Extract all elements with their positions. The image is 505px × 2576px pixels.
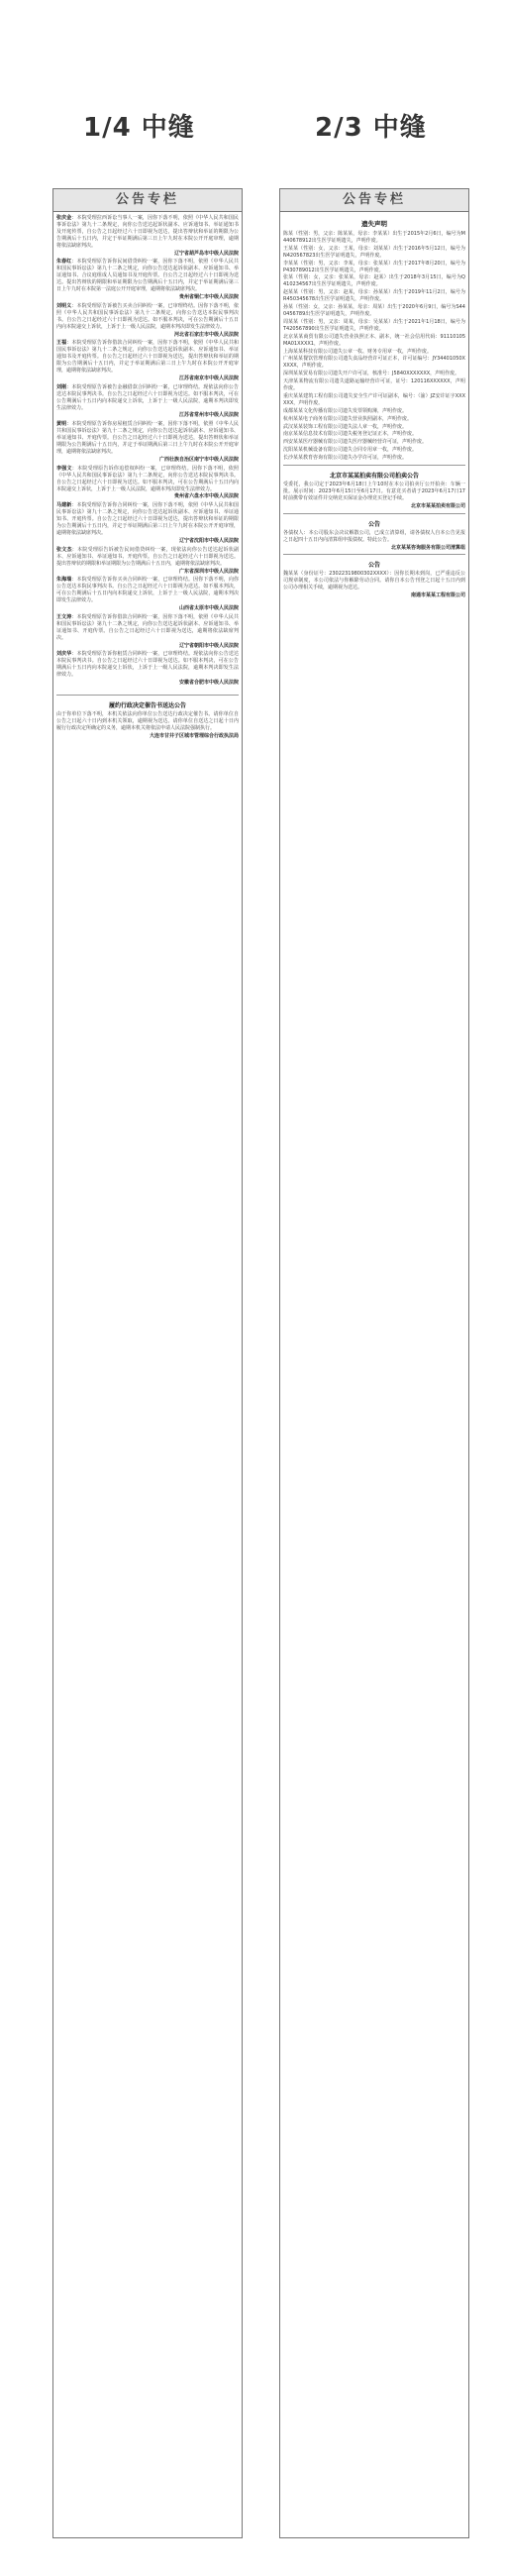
notice-issuer: 河北省石家庄市中级人民法院 [173,331,239,338]
loss-notice: 深圳某某贸易有限公司遗失开户许可证，核准号：J5840XXXXXXX，声明作废。 [283,371,460,377]
loss-notice: 赵某某（性别：男，父亲：赵某，母亲：孙某某）出生于2019年11月2日，编号为R450345678出生医学证明遗失，声明作废。 [283,289,465,303]
loss-notice: 李某某（性别：男，父亲：李某，母亲：张某某）出生于2017年8月20日，编号为P430789012出生医学证明遗失，声明作废。 [283,260,465,273]
loss-notice-list [283,231,465,462]
notice3-text: 魏某某（身份证号：23022319800302XXXX）：因你长期未到岗，已严重违反公司规章制度，本公司依法与你解除劳动合同。请你自本公告刊登之日起十五日内到公司办理相关手续，逾期视为送达。 [283,571,465,591]
left-column-header: 公告专栏 [53,189,242,212]
footer-title: 履约行政决定催告书送达公告 [108,702,186,709]
court-notice [56,259,239,300]
notice-addressee: 马建新 [56,502,72,509]
loss-notice: 成都某某文化传播有限公司遗失发票领购簿，声明作废。 [283,407,408,414]
loss-notice: 天津某某物流有限公司遗失道路运输经营许可证，证号：120116XXXXXX，声明作废。 [283,378,465,392]
left-footer-block [53,689,242,740]
notice-text: ：本院受理原告诉你借款合同纠纷一案，因你下落不明，依照《中华人民共和国民事诉讼法》第九十二条之规定，向你公告送达起诉状副本、应诉通知书、举证通知书、开庭传票。自公告之日起经过六十日即视为送达，逾期将依法缺席判决。 [56,613,239,641]
auction-title: 北京市某某拍卖有限公司拍卖公告 [329,473,419,481]
loss-notice: 北京某某商贸有限公司遗失营业执照正本、副本，统一社会信用代码：91110105MA01XXXX1，声明作废。 [283,333,465,347]
loss-notice: 陈某（性别：男，父亲：陈某某，母亲：李某某）出生于2015年2月6日，编号为M440678912出生医学证明遗失，声明作废。 [283,231,465,244]
notice-text: ：本院受理原告诉被告民间借贷纠纷一案，现依法向你公告送达起诉状副本、应诉通知书、举证通知书、开庭传票。自公告之日起经过六十日即视为送达。提出答辩状的期限和举证期限为公告期满后十五日内，逾期将依法缺席判决。 [56,546,239,567]
notice-issuer: 江苏省南京市中级人民法院 [178,375,239,381]
notice-issuer: 江苏省常州市中级人民法院 [178,412,239,419]
notice-text: ：本院受理原告诉你合同纠纷一案，因你下落不明，依照《中华人民共和国民事诉讼法》第九十二条之规定，向你公告送达起诉状副本、应诉通知书、举证通知书、开庭传票。自公告之日起经过六十日即视为送达，提出答辩状和举证的期限为公告期满后十五日内，并定于举证期满后第三日上午九时在本院公开开庭审理，逾期将依法缺席判决。 [56,502,239,536]
notice-addressee: 张文杰 [56,546,72,553]
notice-issuer: 广西壮族自治区南宁市中级人民法院 [158,456,239,463]
left-column-body [53,212,242,687]
left-fold-label: 1/4 中缝 [83,113,195,143]
court-notice [56,547,239,576]
notice-addressee: 张庆金 [56,215,72,221]
loss-notice: 重庆某某建筑工程有限公司遗失安全生产许可证副本，编号：（渝）JZ安许证字XXXXXX，声明作废。 [283,392,465,406]
notice-text: ：本院受理原告诉被告金融借款合同纠纷一案，已审理终结。现依法向你公告送达本院民事判决书。自公告之日起经过六十日即视为送达。如不服本判决，可在公告期满后十五日内向本院递交上诉状，上诉于上一级人民法院，逾期本判决即发生法律效力。 [56,383,239,411]
loss-notice: 南京某某信息技术有限公司遗失税务登记证正本，声明作废。 [283,431,418,438]
loss-notice: 上海某某科技有限公司遗失公章一枚、财务专用章一枚，声明作废。 [283,348,433,355]
notice-issuer: 安徽省合肥市中级人民法院 [178,680,239,687]
footer-sign: 大连市甘井子区城市管理综合行政执法局 [149,732,239,739]
loss-notice: 杭州某某电子商务有限公司遗失营业执照副本，声明作废。 [283,415,413,422]
notice-issuer: 辽宁省朝阳市中级人民法院 [178,642,239,649]
loss-notice: 周某某（性别：男，父亲：周某，母亲：吴某某）出生于2021年1月18日，编号为T420567890出生医学证明遗失，声明作废。 [283,318,465,332]
court-notice [56,384,239,420]
notice-text: ：本院受理原告诉被告买卖合同纠纷一案，已审理终结。因你下落不明，依照《中华人民共和国民事诉讼法》第九十二条规定，向你公告送达本院民事判决书。自公告之日起经过六十日即视为送达。如不服本判决，可在公告期满后十五日内向本院递交上诉状，上诉于上一级人民法院，逾期本判决即发生法律效力。 [56,302,239,330]
notice-issuer: 贵州省六盘水市中级人民法院 [173,493,239,500]
notice-addressee: 刘明义 [56,302,72,309]
notice-addressee: 王文涛 [56,613,72,620]
notice-addressee: 黄明 [56,421,67,428]
notice-text: ：本院受理原告诉你民间借贷纠纷一案，因你下落不明，依照《中华人民共和国民事诉讼法》第九十二条之规定，向你公告送达起诉状副本、应诉通知书、举证通知书、合议庭组成人员通知书及开庭传票。自公告之日起经过六十日即视为送达。提出答辩状的期限和举证期限为公告期满后十五日内，并定于举证期满后第三日上午九时在本院第一法庭公开开庭审理，逾期将依法缺席判决。 [56,259,239,293]
court-notice [56,466,239,501]
divider [283,513,465,514]
loss-notice: 西安某某医疗器械有限公司遗失医疗器械经营许可证，声明作废。 [283,439,428,446]
notice-issuer: 贵州省铜仁市中级人民法院 [178,293,239,300]
loss-notice: 广州某某餐饮管理有限公司遗失食品经营许可证正本，许可证编号：JY34401050XXXXX，声明作废。 [283,356,465,370]
left-notice-column [52,188,243,2538]
right-fold-label: 2/3 中缝 [315,113,427,143]
notice-text: ：本院受理原告诉你租赁合同纠纷一案，已审理终结。现依法向你公告送达本院民事判决书。自公告之日起经过六十日即视为送达。如不服本判决，可在公告期满后十五日内向本院递交上诉状，上诉于上一级人民法院，逾期本判决即发生法律效力。 [56,651,239,679]
loss-notice: 武汉某某装饰工程有限公司遗失法人章一枚，声明作废。 [283,423,408,430]
notice-addressee: 王福 [56,340,67,347]
divider [283,465,465,466]
notice2-title: 公告 [367,520,380,528]
court-notice [56,421,239,463]
loss-notice: 沈阳某某机械设备有限公司遗失合同专用章一枚，声明作废。 [283,447,418,454]
loss-notice: 长沙某某教育咨询有限公司遗失办学许可证，声明作废。 [283,455,408,462]
footer-text: 由于你单位下落不明，本机关依法向你单位公告送达行政决定催告书。请你单位自公告之日起六十日内到本机关领取，逾期视为送达。请你单位自送达之日起十日内履行行政决定所确定的义务，逾期本机关将依法申请人民法院强制执行。 [56,711,239,731]
notice-issuer: 辽宁省沈阳市中级人民法院 [178,537,239,544]
notice3-title: 公告 [367,562,380,570]
notice-addressee: 刘庆华 [56,651,72,658]
notice-text: ：本院受理原告诉你借款合同纠纷一案，因你下落不明，依照《中华人民共和国民事诉讼法》第九十二条之规定，向你公告送达起诉状副本、应诉通知书、举证通知书及开庭传票。自公告之日起经过六十日即视为送达，提出答辩状和举证的期限为公告期满后十五日内，并定于举证期满后第三日上午九时在本院公开开庭审理，逾期将依法缺席判决。 [56,340,239,375]
notice3-sign: 南通市某某工程有限公司 [410,592,465,599]
loss-notice: 张某（性别：女，父亲：张某某，母亲：赵某）出生于2018年3月15日，编号为Q410234567出生医学证明遗失，声明作废。 [283,274,465,288]
court-notice [56,651,239,687]
court-notice [56,614,239,650]
notice2-sign: 北京某某咨询服务有限公司清算组 [390,544,465,551]
notice-addressee: 刘刚 [56,383,67,390]
loss-notice: 孙某（性别：女，父亲：孙某某，母亲：周某）出生于2020年6月9日，编号为S440456789出生医学证明遗失，声明作废。 [283,304,465,317]
notice-text: ：本院受理原告诉你房屋租赁合同纠纷一案，因你下落不明，依照《中华人民共和国民事诉讼法》第九十二条之规定，向你公告送达起诉状副本、应诉通知书、举证通知书、开庭传票。自公告之日起经过六十日即视为送达，提出答辩状和举证期限为公告期满后十五日内，并定于举证期满后第三日上午九时在本院公开开庭审理，逾期将依法缺席判决。 [56,421,239,455]
divider [56,695,239,696]
auction-sign: 北京市某某拍卖有限公司 [410,502,465,509]
notice-text: ：本院受理原告诉你追偿权纠纷一案，已审理终结。因你下落不明，依照《中华人民共和国民事诉讼法》第九十二条规定，向你公告送达本院民事判决书。自公告之日起经过六十日即视为送达。如不服本判决，可在公告期满后十五日内向本院递交上诉状，上诉于上一级人民法院，逾期本判决即发生法律效力。 [56,465,239,492]
notice-addressee: 朱春红 [56,259,72,266]
right-column-body [280,212,468,599]
notice2-text: 各债权人：本公司股东会决议解散公司，已成立清算组，请各债权人自本公告见报之日起四十五日内向清算组申报债权。特此公告。 [283,529,465,543]
court-notice [56,502,239,544]
notice-addressee: 李强文 [56,465,72,472]
notice-issuer: 山西省太原市中级人民法院 [178,605,239,612]
court-notice [56,303,239,339]
notice-issuer: 辽宁省葫芦岛市中级人民法院 [173,250,239,257]
right-notice-column [279,188,469,2538]
right-column-header: 公告专栏 [280,189,468,212]
notice-text: ：本院受理拉西诉讼当事人一案，因你下落不明，依照《中华人民共和国民事诉讼法》第九十二条规定，向你公告送达起诉状副本、应诉通知书、举证通知书及开庭传票，自公告之日起经过六十日即视为送达，提出答辩状和举证的期限为公告期满后十五日内，并定于举证期满后第三日上午九时在本院公开开庭审理，逾期将依法缺席判决。 [56,215,239,249]
notice-addressee: 朱海瑞 [56,577,72,584]
loss-notice: 王某某（性别：女，父亲：王某，母亲：刘某某）出生于2016年5月12日，编号为N420567823出生医学证明遗失，声明作废。 [283,245,465,259]
auction-text: 受委托，我公司定于2023年6月18日上午10时在本公司拍卖厅公开拍卖：车辆一批。展示时间：2023年6月15日至6月17日。有意竞买者请于2023年6月17日17时前携带有效证件并交纳竞买保证金办理竞买登记手续。 [283,482,465,501]
notice-issuer: 广东省深圳市中级人民法院 [178,568,239,575]
notice-text: ：本院受理原告诉你买卖合同纠纷一案，已审理终结。因你下落不明，向你公告送达本院民事判决书。自公告之日起经过六十日即视为送达。如不服本判决，可在公告期满后十五日内向本院递交上诉状，上诉于上一级人民法院，逾期本判决即发生法律效力。 [56,577,239,604]
divider [283,554,465,555]
court-notice [56,340,239,381]
loss-section-title: 遗失声明 [361,220,387,228]
court-notice [56,577,239,612]
court-notice [56,215,239,257]
